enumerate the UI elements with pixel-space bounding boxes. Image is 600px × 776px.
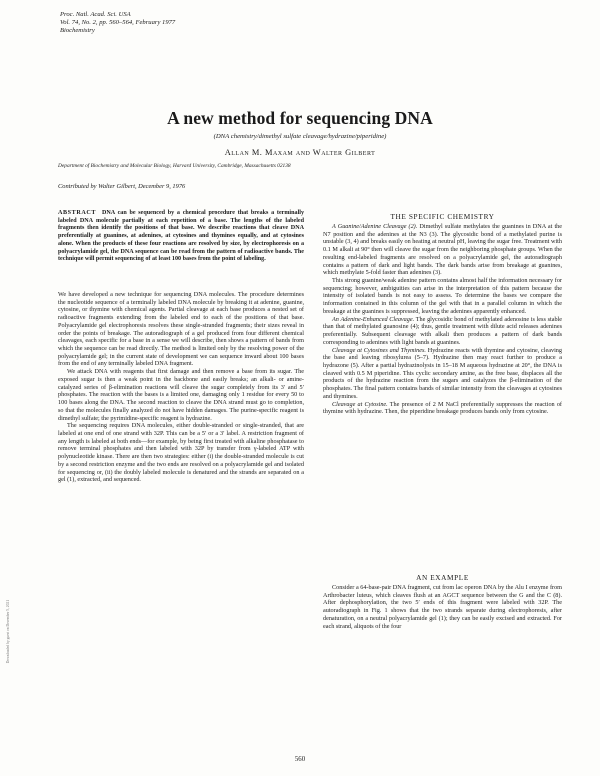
right-column-chemistry: [323, 223, 562, 416]
contributed-line: Contributed by Walter Gilbert, December 9, 1976: [58, 183, 186, 190]
abstract: [58, 210, 304, 264]
journal-header: [60, 11, 320, 36]
abstract-label: ABSTRACT: [58, 210, 96, 216]
cytosine-thymine-paragraph: Cleavage at Cytosines and Thymines. Hydrazine reacts with thymine and cytosine, cleaving the base and leaving ribosylurea (5–7). Hydrazine then may react further to produce a hydrazone (5). After a partial hydrazinolysis in 15–18 M aqueous hydrazine at 20°, the DNA is cleaved with 0.5 M piperidine. This cyclic secondary amine, as the free base, displaces all the products of the hydrazine reaction from the sugars and catalyzes the β-elimination of the phosphates. The final pattern contains bands of similar intensity from the cleavages at cytosines and thymines.: [323, 346, 562, 400]
cytosine-paragraph: Cleavage at Cytosine. The presence of 2 M NaCl preferentially suppresses the reaction of thymine with hydrazine. Then, the piperidine breakage produces bands only from cytosine.: [323, 400, 562, 416]
cytosine-thymine-heading: Cleavage at Cytosines and Thymines.: [332, 346, 426, 354]
adenine-enhanced-paragraph: An Adenine-Enhanced Cleavage. The glycosidic bond of methylated adenosine is less stable than that of methylated guanosine (4); thus, gentle treatment with dilute acid releases adenines preferentially. Subsequent cleavage with alkali then produces a pattern of dark bands corresponding to adenines with light bands at guanines.: [323, 315, 563, 346]
guanine-adenine-paragraph: A Guanine/Adenine Cleavage (2). Dimethyl sulfate methylates the guanines in DNA at the N7 position and the adenines at the N3 (3). The glycosidic bond of a methylated purine is unstable (3, 4) and breaks easily on heating at neutral pH, leaving the sugar free. Treatment with 0.1 M alkali at 90° then will cleave the sugar from the neighboring phosphate groups. When the resulting end-labeled fragments are resolved on a polyacrylamide gel, the autoradiograph contains a pattern of dark and light bands. The dark bands arise from breakage at guanines, which methylate 5-fold faster than adenines (3).: [323, 223, 563, 277]
guanine-adenine-heading: A Guanine/Adenine Cleavage (2).: [332, 223, 418, 230]
example-paragraph: Consider a 64-base-pair DNA fragment, cut from lac operon DNA by the Alu I enzyme from Arthrobacter luteus, which cleaves flush at an AGCT sequence between the G and the C (8). After dephosphorylation, the two 5′ ends of this fragment were labeled with 32P. The autoradiograph in Fig. 1 shows that the two strands separate during electrophoresis, after denaturation, on a neutral polyacrylamide gel (1); they can be easily excised and extracted. For each strand, aliquots of the four: [323, 584, 562, 630]
method-paragraph: We attack DNA with reagents that first damage and then remove a base from its sugar. The exposed sugar is then a weak point in the backbone and easily breaks; an alkali- or amine-catalyzed series of β-elimination reactions will cleave the sugar completely from its 3′ and 5′ phosphates. The reaction with the bases is a limited one, damaging only 1 residue for every 50 to 100 bases along the DNA. The second reaction to cleave the DNA strand must go to completion, so that the molecules finally analyzed do not have hidden damages. The purine-specific reagent is dimethyl sulfate; the pyrimidine-specific reagent is hydrazine.: [58, 368, 304, 422]
labeling-paragraph: The sequencing requires DNA molecules, either double-stranded or single-stranded, that are labeled at one end of one strand with 32P. This can be a 5′ or a 3′ label. A restriction fragment of any length is labeled at both ends—for example, by being first treated with alkaline phosphatase to remove terminal phosphates and then labeled with 32P by transfer from γ-labeled ATP with polynucleotide kinase. There are then two strategies: either (i) the double-stranded molecule is cut by a second restriction enzyme and the two ends are resolved on a polyacrylamide gel and isolated for sequencing or, (ii) the doubly labeled molecule is denatured and the strands are separated on a gel (1), extracted, and sequenced.: [58, 422, 304, 484]
intro-paragraph: We have developed a new technique for sequencing DNA molecules. The procedure determines the nucleotide sequence of a terminally labeled DNA molecule by breaking it at adenine, guanine, cytosine, or thymine with chemical agents. Partial cleavage at each base produces a nested set of radioactive fragments extending from the labeled end to each of the positions of that base. Polyacrylamide gel electrophoresis resolves these single-stranded fragments; their sizes reveal in order the points of breakage. The autoradiograph of a gel produced from four different chemical cleavages, each specific for a base in a sense we will describe, then shows a pattern of bands from which the sequence can be read directly. The method is limited only by the resolving power of the polyacrylamide gel; in the current state of development we can sequence inward about 100 bases from the end of any terminally labeled DNA fragment.: [58, 291, 304, 368]
margin-note: Downloaded by guest on December 5, 2021: [6, 600, 10, 664]
author-affiliation: Department of Biochemistry and Molecular Biology, Harvard University, Cambridge, Massachusetts 02138: [58, 163, 291, 169]
left-column-body: [58, 291, 304, 484]
section-heading-specific-chemistry: THE SPECIFIC CHEMISTRY: [390, 212, 495, 221]
pattern-paragraph: This strong guanine/weak adenine pattern contains almost half the information necessary for sequencing; however, ambiguities can arise in the interpretation of this pattern because the intensity of isolated bands is not easy to assess. To determine the bases we compare the information contained in this column of the gel with that in a parallel column in which the breakage at the guanines is suppressed, leaving the adenines apparently enhanced.: [323, 277, 562, 315]
adenine-enhanced-heading: An Adenine-Enhanced Cleavage.: [332, 315, 415, 323]
section-heading-example: AN EXAMPLE: [416, 573, 469, 582]
article-keywords: (DNA chemistry/dimethyl sulfate cleavage/hydrazine/piperidine): [213, 133, 387, 140]
page-number: 560: [294, 756, 306, 763]
article-authors: Allan M. Maxam and Walter Gilbert: [224, 148, 376, 157]
journal-volume: Vol. 74, No. 2, pp. 560–564, February 1977: [60, 19, 176, 27]
article-title: A new method for sequencing DNA: [167, 108, 433, 128]
journal-name: Proc. Natl. Acad. Sci. USA: [60, 11, 131, 18]
journal-section: Biochemistry: [60, 27, 95, 35]
right-column-example: [323, 584, 562, 630]
abstract-text: DNA can be sequenced by a chemical procedure that breaks a terminally labeled DNA molecule partially at each repetition of a base. The lengths of the labeled fragments then identify the positions of that base. We describe reactions that cleave DNA preferentially at guanines, at adenines, at cytosines and thymines equally, and at cytosines alone. When the products of these four reactions are resolved by size, by electrophoresis on a polyacrylamide gel, the DNA sequence can be read from the pattern of radioactive bands. The technique will permit sequencing of at least 100 bases from the point of labeling.: [58, 210, 304, 263]
cytosine-heading: Cleavage at Cytosine.: [332, 400, 388, 408]
